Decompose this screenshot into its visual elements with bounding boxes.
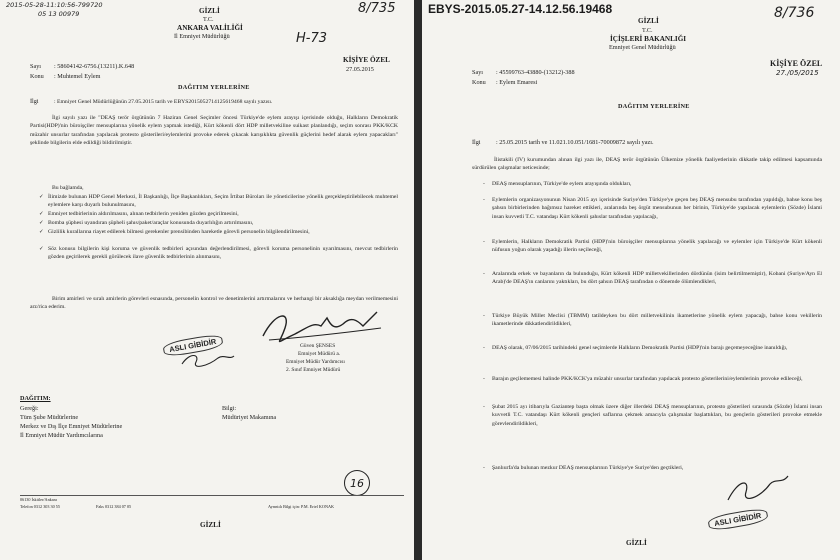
sayi-label: Sayı [30,63,42,70]
dagitim-label: DAĞITIM: [20,395,51,402]
bullet-item: - Eylemlerin organizasyonunun Nisan 2015 ayı içerisinde Suriye'den Türkiye'ye geçen beş DEAŞ mensubu tarafından yapıldığı, bahse konu beş şahsın birbirlerinden bağımsız hareket ettikleri, aralarında beş örgüt mensubunun her birinin, Türkiye'de yapılacak eylemlerin (Sözde) İslami insan kuvvetli T.C. vatandaşı Kürt kökenli şahıslar tarafından yapılacağı, [483,197,822,220]
geregi-item: İl Emniyet Müdür Yardımcılarına [20,432,103,439]
bilgi-label: Bilgi: [222,405,237,412]
document-date: 27./05/2015 [776,69,819,77]
handwritten-page-number: 8/735 [358,1,396,16]
footer-address: 06130 İskitler/Ankara [20,497,57,502]
body-paragraph-1: İlgi sayılı yazı ile "DEAŞ terör örgütünün 7 Haziran Genel Seçimler öncesi Türkiye'de eylem arayışı içerisinde olduğu, Halkların Demokratik Partisi(HDP)'nin büroişçiler mensuplarına yönelik eylem yapmak istediği, Kürt kökenli dört HDP milletvekiline suikast planlandığı, seçim sonrası PKK/KCK müzahir unsurlar tarafından yapılacak protesto gösterileri/eylemlerini provoke ederek çıkacak karışıklıkta güvenlik güçlerini hedef alarak eylem yapacakları" şeklinde bilgilerin elde edildiği bildirilmiştir. [30,115,398,147]
handwritten-number: 05 13 00979 [38,10,80,18]
handwritten-mark: H-73 [296,31,328,46]
bullet-item: - Aralarında erkek ve bayanların da bulunduğu, Kürt kökenli HDP milletvekillerinden dördünün (isim belirtilmemiştir), Kobani (Suriye/Ayn El Arab)'de DEAŞ'ın canlarını yaktıkları, bu dört şahsın DEAŞ tarafından o dönemde ölümlendikleri, [483,271,822,286]
konu-value: : Muhtemel Eylem [54,73,101,80]
geregi-label: Gereği: [20,405,39,412]
signer-title-1: Emniyet Müdürü a. [298,351,341,357]
bullet-item: - Türkiye Büyük Millet Meclisi (TBMM) tatildeyken bu dört milletvekilinin ikametlerine yönelik eylem yapacağı, bahse konu vekillerin ikametlerinde dikkatlendirildikleri, [483,313,822,328]
ilgi-value: : 25.05.2015 tarih ve 11.021.10.051/1681-70009872 sayılı yazı. [496,139,654,146]
stamp-signature [722,470,792,510]
konu-value: : Eylem Emaresi [496,79,538,86]
sayi-label: Sayı [472,69,484,76]
konu-label: Konu [30,73,44,80]
ilgi-value: : Emniyet Genel Müdürlüğünün 27.05.2015 tarih ve EBYS2015052714125619468 sayılı yazısı. [54,99,273,105]
ilgi-label: İlgi [30,98,39,105]
urgency-label: KİŞİYE ÖZEL [343,56,390,64]
distribution-title: DAĞITIM YERLERİNE [178,84,250,91]
ilgi-label: İlgi [472,139,481,146]
signer-title-3: 2. Sınıf Emniyet Müdürü [286,367,341,373]
distribution-title: DAĞITIM YERLERİNE [618,103,690,110]
certified-copy-stamp: ASLI GİBİDİR [707,507,768,532]
document-page-left [0,0,414,560]
bullet-item: - Barajın geçilememesi halinde PKK/KCK'ya müzahir unsurlar tarafından yapılacak protesto gösterilerini/eylemlerinin provoke edileceği, [483,376,803,382]
urgency-label: KİŞİYE ÖZEL [770,59,823,68]
geregi-item: Merkez ve Dış İlçe Emniyet Müdürlerine [20,423,123,430]
header-office: ANKARA VALİLİĞİ [177,24,243,32]
classification-top: GİZLİ [199,7,220,15]
certified-copy-stamp: ASLI GİBİDİR [162,333,223,358]
signer-name: Güven ŞENSES [300,343,336,349]
bullet-item: - DEAŞ olarak, 07/06/2015 tarihindeki genel seçimlerde Halkların Demokratik Partisi (HDP)'nin barajı geçemeyeceğine inanıldığı, [483,345,788,351]
footer-contact: Ayrıntılı Bilgi için: P.M. Ertel KONAK [268,504,335,509]
handwritten-timestamp: 2015-05-28-11:10:56-799720 [6,1,103,9]
bullet-item: - Şubat 2015 ayı itibarıyla Gaziantep başta olmak üzere diğer illerdeki DEAŞ mensuplarının, protesto gösterileri sırasında (Sözde) İslami insan kuvvetli T.C. vatandaşı Kürt kökenli gençleri saflarına çekmek amacıyla çalışmalar başlattıkları, bu gençlerin gösterileri provoke etmekle görevlendirildikleri, [483,404,822,427]
footer-phone: Telefon 0312 303 30 55 [20,504,60,509]
footer-divider [20,495,404,496]
circled-page-number: 16 [344,470,370,496]
bullet-item: ✓ Söz konusu bilgilerin kişi koruma ve güvenlik tedbirleri açısından değerlendirilmesi, görevli koruma personelinin uyarılmasını, mevcut tedbirlerin gözden geçirilerek gerekli görülecek ilave güvenlik tedbirlerinin alınmasını, [39,246,398,261]
classification-bottom: GİZLİ [200,521,221,529]
konu-label: Konu [472,79,486,86]
bullet-item: ✓ Gizlilik kurallarına riayet edilerek bilmesi gerekenler prensibinden hareketle görevli personelin bilgilendirilmesini, [39,229,310,235]
bullet-item: ✓ Bomba şüphesi uyandıran şüpheli şahıs/paket/araçlar konusunda duyarlılığın artırılmasını, [39,220,254,226]
sayi-value: : 58604142-6756.(13211).K.648 [54,63,135,70]
footer-fax: Faks 0312 384 07 05 [96,504,132,509]
bullet-item: - Şanlıurfa'da bulunan mezkur DEAŞ mensuplarının Türkiye'ye Suriye'den geçtikleri, [483,465,684,471]
ebys-number: EBYS-2015.05.27-14.12.56.19468 [428,2,613,16]
handwritten-page-number: 8/736 [774,5,815,21]
bilgi-item: Müdüriyet Makamına [222,414,277,421]
header-office: İÇİŞLERİ BAKANLIĞI [610,35,687,43]
header-tc: T.C. [642,27,653,34]
header-department: İl Emniyet Müdürlüğü [174,33,230,40]
bullet-item: - Eylemlerin, Halkların Demokratik Partisi (HDP)'nin büroişçiler mensuplarına yönelik yapılacağı ve eylemler için Türkiye'de Kürt kökenli nüfusun yoğun olarak yaşadığı illerin seçileceği, [483,239,822,254]
sayi-value: : 45599763-43880-(13212)-388 [496,69,575,76]
stamp-signature [178,348,238,372]
body-paragraph-2: Bu bağlamda, [52,185,84,191]
classification-bottom: GİZLİ [626,539,647,547]
classification-top: GİZLİ [638,17,659,25]
body-paragraph-1: İlistakili (IV) kurumundan alınan ilgi yazı ile, DEAŞ terör örgütünün Ülkemize yönelik faaliyetlerinin dikkatle takip edilmesi kapsamında sürdürülen çalışmalar neticesinde; [472,157,822,172]
body-paragraph-3: Birim amirleri ve sıralı amirlerin görevleri esnasında, personelin kontrol ve denetimlerini artırmalarını ve herhangi bir aksaklığa meydan verilmemesini arz/rica ederim. [30,296,398,311]
header-department: Emniyet Genel Müdürlüğü [609,44,676,51]
bullet-item: ✓ İlimizde bulunan HDP Genel Merkezi, İl Başkanlığı, İlçe Başkanlıkları, Seçim İrtibat Büroları ile yöneticilerine yönelik gerçekleştirilebilecek muhtemel eylemlere karşı duyarlı bulunulmasını, [39,194,398,209]
document-page-right [422,0,840,560]
document-date: 27.05.2015 [346,66,374,73]
geregi-item: Tüm Şube Müdürlerine [20,414,79,421]
header-tc: T.C. [203,16,214,23]
bullet-item: - DEAŞ mensuplarının, Türkiye'de eylem arayışında oldukları, [483,181,632,187]
bullet-item: ✓ Emniyet tedbirlerinin aldırılmasını, alınan tedbirlerin yeniden gözden geçirilmesini, [39,211,239,217]
signer-title-2: Emniyet Müdür Yardımcısı [286,359,345,365]
